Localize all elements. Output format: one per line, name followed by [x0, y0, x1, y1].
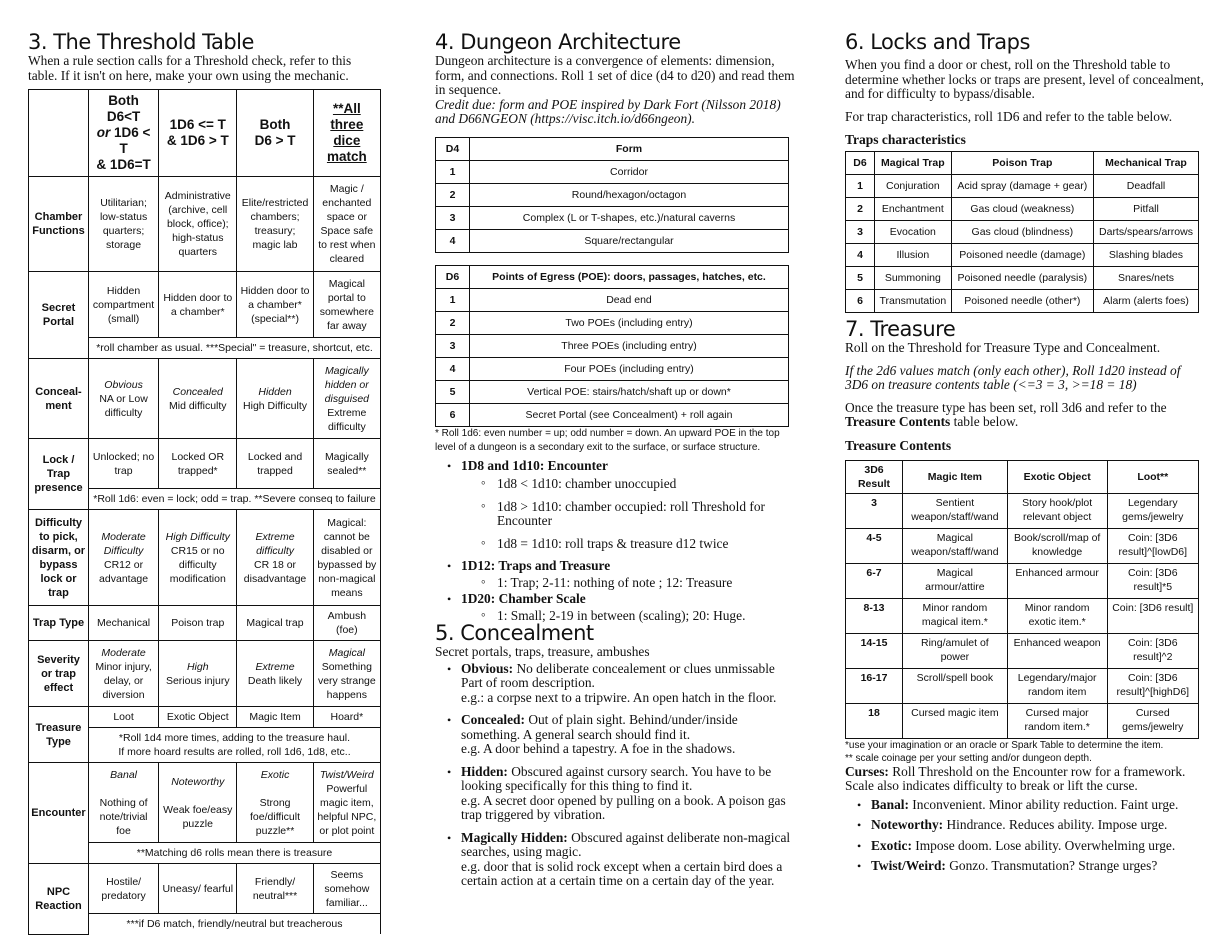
- description: Out of plain sight. Behind/under/inside something. A general search should find it.: [461, 712, 738, 742]
- locks-treasure-section: [845, 30, 1205, 880]
- term: Obvious:: [461, 660, 514, 676]
- table-row: [29, 864, 381, 914]
- row-label: Severity or trap effect: [29, 641, 89, 707]
- table-note: ***if D6 match, friendly/neutral but treacherous: [89, 914, 381, 935]
- sub-list-item: ◦ 1d8 < 1d10: chamber unoccupied: [481, 477, 795, 492]
- table-cell: Poisoned needle (paralysis): [951, 267, 1093, 290]
- table-cell: 18: [846, 703, 903, 738]
- table-header: D4: [436, 137, 470, 160]
- row-label: Chamber Functions: [29, 177, 89, 272]
- table-header: 1D6 <= T & 1D6 > T: [159, 90, 237, 177]
- table-cell: Slashing blades: [1094, 244, 1199, 267]
- section-intro: When a rule section calls for a Threshold check, refer to this table. If it isn't on here, make your own using the mechanic.: [28, 53, 352, 83]
- term: Magically Hidden:: [461, 829, 568, 845]
- poe-footnote: * Roll 1d6: even number = up; odd number = down. An upward POE in the top level of a dungeon is a secondary exit to the surface, or surface structure.: [435, 427, 780, 453]
- list-item: [447, 592, 795, 623]
- table-row: [29, 359, 381, 439]
- table-row: [436, 206, 789, 229]
- section-title: 4. Dungeon Architecture: [435, 30, 681, 54]
- example: e.g. door that is solid rock except when a certain bird does a certain action at a certain time on a certain day of the year.: [461, 858, 783, 888]
- table-cell: Coin: [3D6 result]*5: [1107, 563, 1198, 598]
- table-header: Magic Item: [903, 460, 1008, 493]
- table-cell: Acid spray (damage + gear): [951, 175, 1093, 198]
- treasure-footnote: ** scale coinage per your setting and/or dungeon depth.: [845, 752, 1092, 764]
- description: Inconvenient. Minor ability reduction. Faint urge.: [908, 796, 1179, 812]
- table-row: [846, 244, 1199, 267]
- table-cell: Noteworthy Weak foe/easy puzzle: [159, 763, 237, 843]
- section-intro: Secret portals, traps, treasure, ambushes: [435, 644, 650, 659]
- table-cell: Legendary gems/jewelry: [1107, 493, 1198, 528]
- table-cell: Moderate Difficulty CR12 or advantage: [89, 510, 159, 606]
- sub-list: [461, 576, 795, 591]
- row-label: Trap Type: [29, 606, 89, 641]
- list-item: [447, 662, 795, 706]
- term: Hidden:: [461, 763, 508, 779]
- table-header: 3D6 Result: [846, 460, 903, 493]
- description: Impose doom. Lose ability. Overwhelming urge.: [911, 837, 1176, 853]
- term: Banal:: [871, 796, 909, 812]
- table-header: Magical Trap: [875, 152, 952, 175]
- row-label: Treasure Type: [29, 707, 89, 763]
- table-cell: 5: [846, 267, 875, 290]
- bullet-title: 1D8 and 1d10: Encounter: [461, 457, 608, 473]
- table-cell: Concealed Mid difficulty: [159, 359, 237, 439]
- table-cell: Four POEs (including entry): [470, 357, 789, 380]
- table-cell: Elite/restricted chambers; treasury; magic lab: [237, 177, 313, 272]
- table-cell: Hostile/ predatory: [89, 864, 159, 914]
- table-row: [29, 763, 381, 843]
- table-cell: Summoning: [875, 267, 952, 290]
- table-row: [846, 598, 1199, 633]
- table-cell: Conjuration: [875, 175, 952, 198]
- table-header: Both D6 > T: [237, 90, 313, 177]
- term: Exotic:: [871, 837, 912, 853]
- section-intro-2: For trap characteristics, roll 1D6 and refer to the table below.: [845, 108, 1173, 124]
- table-cell: Locked and trapped: [237, 439, 313, 489]
- table-cell: Illusion: [875, 244, 952, 267]
- table-cell: Magical trap: [237, 606, 313, 641]
- section-intro: Roll on the Threshold for Treasure Type and Concealment.: [845, 340, 1161, 355]
- table-cell: Coin: [3D6 result]^[lowD6]: [1107, 528, 1198, 563]
- curses-intro: Curses: Roll Threshold on the Encounter row for a framework. Scale also indicates difficulty to break or lift the curse.: [845, 763, 1186, 793]
- table-cell: Dead end: [470, 288, 789, 311]
- row-label: Lock / Trap presence: [29, 439, 89, 510]
- table-cell: 5: [436, 380, 470, 403]
- table-cell: Hidden High Difficulty: [237, 359, 313, 439]
- table-cell: 4: [436, 357, 470, 380]
- table-cell: Exotic Strong foe/difficult puzzle**: [237, 763, 313, 843]
- list-item: [447, 831, 795, 889]
- table-header: **All three dice match: [313, 90, 380, 177]
- table-row: [436, 288, 789, 311]
- table-row: [436, 403, 789, 426]
- table-row: [436, 229, 789, 252]
- table-cell: Snares/nets: [1094, 267, 1199, 290]
- table-header-row: [29, 90, 381, 177]
- threshold-section: [28, 30, 383, 935]
- table-cell: Ambush (foe): [313, 606, 380, 641]
- table-row: [846, 175, 1199, 198]
- table-row: [846, 221, 1199, 244]
- table-note: *roll chamber as usual. ***Special" = treasure, shortcut, etc.: [89, 338, 381, 359]
- credit-note: Credit due: form and POE inspired by Dark Fort (Nilsson 2018) and D66NGEON (https://visc.itch.io/d66ngeon).: [435, 96, 781, 126]
- list-item: [857, 798, 1205, 813]
- table-row: [436, 334, 789, 357]
- table-row: [846, 267, 1199, 290]
- table-cell: Magically sealed**: [313, 439, 380, 489]
- description: Obscured against cursory search. You have to be looking specifically for this thing to find it.: [461, 763, 772, 793]
- table-cell: Transmutation: [875, 290, 952, 313]
- table-cell: Magically hidden or disguised Extreme difficulty: [313, 359, 380, 439]
- row-label: Conceal-ment: [29, 359, 89, 439]
- table-cell: Magic Item: [237, 707, 313, 728]
- table-cell: Locked OR trapped*: [159, 439, 237, 489]
- table-note: **Matching d6 rolls mean there is treasure: [89, 843, 381, 864]
- table-cell: Enhanced armour: [1007, 563, 1107, 598]
- table-cell: Loot: [89, 707, 159, 728]
- table-header-row: [436, 137, 789, 160]
- table-header-row: [846, 460, 1199, 493]
- dice-rules-list: [435, 459, 795, 624]
- table-row: [846, 493, 1199, 528]
- table-row: [436, 357, 789, 380]
- table-cell: Enhanced weapon: [1007, 633, 1107, 668]
- treasure-contents-table: [845, 460, 1199, 739]
- table-cell: Magical armour/attire: [903, 563, 1008, 598]
- table-cell: Gas cloud (weakness): [951, 198, 1093, 221]
- table-cell: Magical: cannot be disabled or bypassed by non-magical means: [313, 510, 380, 606]
- row-label: Encounter: [29, 763, 89, 864]
- table-cell: Hidden compartment (small): [89, 272, 159, 338]
- term: Concealed:: [461, 712, 525, 727]
- section-intro: When you find a door or chest, roll on the Threshold table to determine whether locks or traps are present, level of concealment, and for difficulty to bypass/disable.: [845, 57, 1204, 101]
- section-title: 5. Concealment: [435, 621, 594, 645]
- table-row: [436, 183, 789, 206]
- table-cell: 6-7: [846, 563, 903, 598]
- table-header: Loot**: [1107, 460, 1198, 493]
- table-cell: Pitfall: [1094, 198, 1199, 221]
- table-cell: 1: [436, 288, 470, 311]
- list-item: [447, 559, 795, 590]
- table-cell: Cursed major random item.*: [1007, 703, 1107, 738]
- poe-table: [435, 265, 789, 427]
- treasure-footnote: *use your imagination or an oracle or Spark Table to determine the item.: [845, 739, 1164, 751]
- table-cell: Extreme Death likely: [237, 641, 313, 707]
- concealment-list: [435, 662, 795, 889]
- table-cell: Vertical POE: stairs/hatch/shaft up or down*: [470, 380, 789, 403]
- table-cell: Poison trap: [159, 606, 237, 641]
- table-cell: Magic / enchanted space or Space safe to rest when cleared: [313, 177, 380, 272]
- table-cell: 2: [436, 311, 470, 334]
- table-cell: Hidden door to a chamber*: [159, 272, 237, 338]
- table-cell: Hoard*: [313, 707, 380, 728]
- table-cell: 14-15: [846, 633, 903, 668]
- table-cell: Twist/Weird Powerful magic item, helpful NPC, or plot point: [313, 763, 380, 843]
- table-cell: 3: [846, 493, 903, 528]
- example: e.g. A secret door opened by pulling on a book. A poison gas trap triggered by vibration.: [461, 792, 786, 822]
- table-cell: 3: [846, 221, 875, 244]
- table-row: [436, 311, 789, 334]
- table-title: Treasure Contents: [845, 437, 952, 453]
- table-cell: Square/rectangular: [470, 229, 789, 252]
- list-item: [447, 765, 795, 823]
- table-cell: 4: [436, 229, 470, 252]
- table-cell: 8-13: [846, 598, 903, 633]
- table-cell: Scroll/spell book: [903, 668, 1008, 703]
- table-row: [29, 177, 381, 272]
- header-line: or 1D6 < T: [96, 125, 151, 156]
- table-cell: Magical portal to somewhere far away: [313, 272, 380, 338]
- form-table: [435, 137, 789, 253]
- threshold-table: [28, 89, 381, 935]
- sub-list-item: ◦ 1d8 > 1d10: chamber occupied: roll Threshold for Encounter: [481, 500, 795, 529]
- table-header: Points of Egress (POE): doors, passages, hatches, etc.: [470, 265, 789, 288]
- table-cell: Secret Portal (see Concealment) + roll again: [470, 403, 789, 426]
- table-row: [29, 439, 381, 489]
- table-cell: Darts/spears/arrows: [1094, 221, 1199, 244]
- architecture-section: [435, 30, 795, 897]
- table-cell: Poisoned needle (damage): [951, 244, 1093, 267]
- table-row: [846, 703, 1199, 738]
- sub-list: [461, 477, 795, 551]
- table-cell: Minor random magical item.*: [903, 598, 1008, 633]
- row-label: Secret Portal: [29, 272, 89, 359]
- term: Noteworthy:: [871, 817, 944, 832]
- table-header: D6: [846, 152, 875, 175]
- section-title: 3. The Threshold Table: [28, 30, 254, 54]
- table-cell: Banal Nothing of note/trivial foe: [89, 763, 159, 843]
- table-cell: Poisoned needle (other*): [951, 290, 1093, 313]
- table-row: [29, 641, 381, 707]
- table-cell: Two POEs (including entry): [470, 311, 789, 334]
- term: Twist/Weird:: [871, 858, 946, 873]
- table-cell: Magical Something very strange happens: [313, 641, 380, 707]
- description: Obscured against deliberate non-magical searches, using magic.: [461, 829, 791, 859]
- table-cell: Coin: [3D6 result]: [1107, 598, 1198, 633]
- table-cell: Coin: [3D6 result]^[highD6]: [1107, 668, 1198, 703]
- table-row: [29, 707, 381, 728]
- table-header-row: [436, 265, 789, 288]
- section-intro: Dungeon architecture is a convergence of elements: dimension, form, and connections. Roll 1 set of dice (d4 to d20) and read them in sequence.: [435, 53, 795, 97]
- table-cell: Hidden door to a chamber* (special**): [237, 272, 313, 338]
- table-header: Mechanical Trap: [1094, 152, 1199, 175]
- section-title: 6. Locks and Traps: [845, 30, 1030, 54]
- table-cell: 6: [436, 403, 470, 426]
- table-header-row: [846, 152, 1199, 175]
- row-label: Difficulty to pick, disarm, or bypass lock or trap: [29, 510, 89, 606]
- table-note: *Roll 1d4 more times, adding to the treasure haul. If more hoard results are rolled, roll 1d6, 1d8, etc..: [89, 728, 381, 763]
- row-label: NPC Reaction: [29, 864, 89, 935]
- table-cell: Story hook/plot relevant object: [1007, 493, 1107, 528]
- table-cell: Alarm (alerts foes): [1094, 290, 1199, 313]
- table-cell: 16-17: [846, 668, 903, 703]
- table-header: Poison Trap: [951, 152, 1093, 175]
- table-row: [846, 668, 1199, 703]
- table-cell: High Difficulty CR15 or no difficulty modification: [159, 510, 237, 606]
- table-cell: Sentient weapon/staff/wand: [903, 493, 1008, 528]
- traps-table: [845, 151, 1199, 313]
- list-item: [447, 459, 795, 552]
- table-cell: Extreme difficulty CR 18 or disadvantage: [237, 510, 313, 606]
- section-title: 7. Treasure: [845, 317, 956, 341]
- table-row: [846, 563, 1199, 598]
- table-cell: 6: [846, 290, 875, 313]
- list-item: [857, 859, 1205, 874]
- table-cell: Three POEs (including entry): [470, 334, 789, 357]
- table-cell: 4: [846, 244, 875, 267]
- table-note: *Roll 1d6: even = lock; odd = trap. **Severe conseq to failure: [89, 489, 381, 510]
- table-cell: Deadfall: [1094, 175, 1199, 198]
- table-header-corner: [29, 90, 89, 177]
- table-cell: Book/scroll/map of knowledge: [1007, 528, 1107, 563]
- table-cell: Uneasy/ fearful: [159, 864, 237, 914]
- sub-list-item: ◦ 1d8 = 1d10: roll traps & treasure d12 twice: [481, 537, 795, 552]
- table-header: Exotic Object: [1007, 460, 1107, 493]
- table-row: [436, 160, 789, 183]
- table-cell: Corridor: [470, 160, 789, 183]
- description: No deliberate concealement or clues unmissable Part of room description.: [461, 660, 775, 690]
- table-cell: Magical weapon/staff/wand: [903, 528, 1008, 563]
- header-line: Both D6<T: [106, 93, 141, 124]
- bullet-title: 1D20: Chamber Scale: [461, 591, 586, 606]
- table-row: [29, 272, 381, 338]
- list-item: [857, 839, 1205, 854]
- table-row: [846, 290, 1199, 313]
- description: Hindrance. Reduces ability. Impose urge.: [943, 817, 1168, 832]
- table-cell: Administrative (archive, cell block, office); high-status quarters: [159, 177, 237, 272]
- sub-list: [461, 609, 795, 624]
- table-header: [89, 90, 159, 177]
- list-item: [857, 818, 1205, 833]
- table-cell: Ring/amulet of power: [903, 633, 1008, 668]
- table-cell: Legendary/major random item: [1007, 668, 1107, 703]
- list-item: [447, 713, 795, 757]
- table-cell: 3: [436, 334, 470, 357]
- table-cell: Round/hexagon/octagon: [470, 183, 789, 206]
- table-cell: Friendly/ neutral***: [237, 864, 313, 914]
- sub-list-item: ◦ 1: Trap; 2-11: nothing of note ; 12: Treasure: [481, 576, 795, 591]
- table-header: Form: [470, 137, 789, 160]
- table-cell: Gas cloud (blindness): [951, 221, 1093, 244]
- example: e.g.: a corpse next to a tripwire. An open hatch in the floor.: [461, 689, 777, 705]
- table-cell: Seems somehow familiar...: [313, 864, 380, 914]
- header-line: & 1D6=T: [96, 157, 151, 172]
- table-cell: 4-5: [846, 528, 903, 563]
- table-cell: 1: [846, 175, 875, 198]
- table-cell: Exotic Object: [159, 707, 237, 728]
- table-cell: 2: [846, 198, 875, 221]
- table-row: [846, 198, 1199, 221]
- table-cell: Mechanical: [89, 606, 159, 641]
- table-cell: Moderate Minor injury, delay, or diversion: [89, 641, 159, 707]
- table-row: [29, 606, 381, 641]
- table-cell: Unlocked; no trap: [89, 439, 159, 489]
- table-cell: Minor random exotic item.*: [1007, 598, 1107, 633]
- table-title: Traps characteristics: [845, 132, 966, 147]
- table-cell: High Serious injury: [159, 641, 237, 707]
- table-cell: Coin: [3D6 result]^2: [1107, 633, 1198, 668]
- table-cell: Evocation: [875, 221, 952, 244]
- curses-list: [845, 798, 1205, 874]
- description: Gonzo. Transmutation? Strange urges?: [945, 858, 1158, 873]
- table-cell: Cursed magic item: [903, 703, 1008, 738]
- table-row: [436, 380, 789, 403]
- table-cell: Obvious NA or Low difficulty: [89, 359, 159, 439]
- example: e.g. A door behind a tapestry. A foe in the shadows.: [461, 741, 736, 756]
- bullet-title: 1D12: Traps and Treasure: [461, 558, 611, 573]
- table-cell: 1: [436, 160, 470, 183]
- table-cell: Cursed gems/jewelry: [1107, 703, 1198, 738]
- table-row: [846, 633, 1199, 668]
- table-row: [846, 528, 1199, 563]
- table-cell: Utilitarian; low-status quarters; storage: [89, 177, 159, 272]
- table-cell: 3: [436, 206, 470, 229]
- table-cell: Complex (L or T-shapes, etc.)/natural caverns: [470, 206, 789, 229]
- table-header: D6: [436, 265, 470, 288]
- table-row: [29, 510, 381, 606]
- treasure-instructions: Once the treasure type has been set, roll 3d6 and refer to the Treasure Contents table below.: [845, 399, 1167, 429]
- table-cell: 2: [436, 183, 470, 206]
- table-cell: Enchantment: [875, 198, 952, 221]
- treasure-match-note: If the 2d6 values match (only each other), Roll 1d20 instead of 3D6 on treasure contents table (<=3 = 3, >=18 = 18): [845, 362, 1181, 392]
- sub-list-item: ◦ 1: Small; 2-19 in between (scaling); 20: Huge.: [481, 609, 795, 624]
